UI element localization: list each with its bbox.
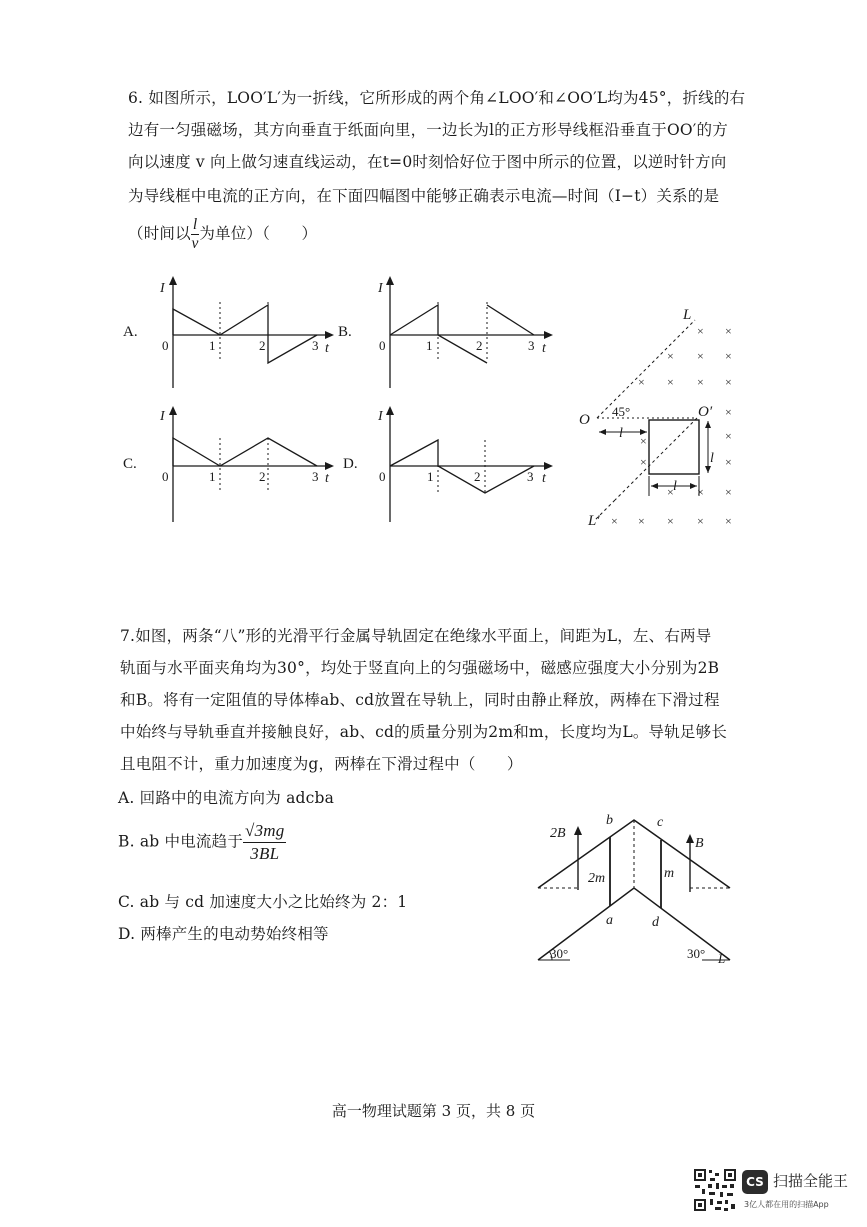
tick-1: 1	[209, 338, 216, 353]
angle-left-label: 30°	[550, 946, 569, 961]
tick-0: 0	[162, 469, 169, 484]
q6-line-5-post: 为单位）（ ）	[199, 224, 318, 243]
camscanner-logo: CS	[742, 1170, 768, 1194]
field-cross-mark: ×	[611, 514, 618, 528]
t-axis-label: t	[325, 471, 329, 486]
field-cross-mark: ×	[640, 434, 647, 448]
q7-line-5: 且电阻不计，重力加速度为g，两棒在下滑过程中（ ）	[120, 755, 523, 773]
q6-line-5	[128, 216, 317, 253]
tick-2: 2	[259, 338, 266, 353]
label-2m: 2m	[588, 871, 606, 886]
field-arrowhead	[574, 826, 582, 835]
tick-3: 3	[528, 338, 535, 353]
field-cross-mark: ×	[667, 349, 674, 363]
q6-line-3: 向以速度 v 向上做匀速直线运动，在t=0时刻恰好位于图中所示的位置，以逆时针方向	[128, 153, 727, 171]
i-axis-arrow	[169, 276, 177, 285]
dimension-arrow	[599, 429, 606, 435]
label-m: m	[664, 866, 675, 881]
current-curve	[390, 305, 487, 363]
field-cross-mark: ×	[725, 429, 732, 443]
field-cross-mark: ×	[638, 375, 645, 389]
field-cross-mark: ×	[725, 375, 732, 389]
angle-right-label: 30°	[687, 946, 706, 961]
qr-code-icon	[693, 1168, 737, 1212]
boundary-line-upper	[597, 320, 695, 418]
label-B: B	[695, 836, 704, 851]
dimension-arrow	[705, 466, 711, 473]
q7-option-b	[118, 820, 286, 865]
dimension-arrow	[651, 483, 658, 489]
field-arrowhead	[686, 834, 694, 843]
fraction-denominator: 3BL	[250, 844, 280, 863]
dimension-arrow	[690, 483, 697, 489]
q6-line-2: 边有一匀强磁场，其方向垂直于纸面向里，一边长为l的正方形导线框沿垂直于OO′的方	[128, 121, 728, 139]
i-axis-label: I	[378, 281, 383, 296]
tick-0: 0	[379, 469, 386, 484]
magnetic-field-marks	[611, 324, 732, 528]
tick-3: 3	[527, 469, 534, 484]
tick-2: 2	[259, 469, 266, 484]
field-cross-mark: ×	[697, 485, 704, 499]
t-axis-arrow	[325, 462, 334, 470]
current-curve	[173, 438, 317, 466]
page-footer: 高一物理试题第 3 页，共 8 页	[331, 1102, 536, 1120]
i-axis-label: I	[160, 409, 165, 424]
side-label-3: l	[673, 479, 677, 494]
q6-line-1: 6. 如图所示，LOO′L′为一折线，它所形成的两个角∠LOO′和∠OO′L均为45°，折线的右	[128, 89, 746, 107]
q7-option-b-text: B. ab 中电流趋于	[118, 832, 244, 851]
t-axis-label: t	[542, 471, 546, 486]
dimension-arrow	[705, 421, 711, 428]
i-axis-label: I	[378, 409, 383, 424]
square-loop	[649, 420, 699, 474]
label-2B: 2B	[550, 826, 566, 841]
i-axis-arrow	[386, 276, 394, 285]
field-figure	[575, 300, 745, 540]
field-cross-mark: ×	[725, 455, 732, 469]
field-cross-mark: ×	[697, 349, 704, 363]
label-L-prime: L′	[588, 513, 600, 529]
camscanner-name: 扫描全能王	[773, 1172, 849, 1190]
graph-b	[335, 270, 565, 395]
t-axis-label: t	[542, 341, 546, 356]
field-cross-mark: ×	[697, 324, 704, 338]
option-label-d: D.	[343, 456, 358, 472]
fraction-numerator: √3mg	[243, 820, 286, 843]
label-b: b	[606, 813, 613, 828]
fraction-numerator: l	[192, 216, 198, 233]
angle-45-label: 45°	[612, 404, 631, 419]
tick-1: 1	[209, 469, 216, 484]
q6-line-5-pre: （时间以	[128, 224, 191, 243]
fraction-denominator: v	[191, 235, 199, 252]
field-cross-mark: ×	[640, 455, 647, 469]
current-fraction	[243, 820, 286, 865]
q7-line-3: 和B。将有一定阻值的导体棒ab、cd放置在导轨上，同时由静止释放，两棒在下滑过程	[120, 691, 720, 709]
label-L: L	[718, 951, 726, 966]
upper-rail	[538, 820, 730, 888]
label-O: O	[579, 412, 590, 428]
label-O-prime: O′	[698, 404, 713, 420]
tick-0: 0	[379, 338, 386, 353]
t-axis-label: t	[325, 341, 329, 356]
field-cross-mark: ×	[697, 514, 704, 528]
field-cross-mark: ×	[725, 324, 732, 338]
label-c: c	[657, 815, 664, 830]
t-axis-arrow	[544, 331, 553, 339]
q7-line-1: 7.如图，两条“八”形的光滑平行金属导轨固定在绝缘水平面上，间距为L，左、右两导	[120, 627, 712, 645]
rail-figure	[530, 810, 745, 970]
option-label-b: B.	[338, 324, 352, 340]
tick-3: 3	[312, 338, 319, 353]
current-curve	[173, 305, 317, 363]
camscanner-tagline: 3亿人都在用的扫描App	[744, 1200, 829, 1209]
field-cross-mark: ×	[725, 514, 732, 528]
option-label-a: A.	[123, 324, 138, 340]
current-curve	[487, 305, 534, 335]
tick-1: 1	[427, 469, 434, 484]
t-axis-arrow	[325, 331, 334, 339]
i-axis-arrow	[386, 406, 394, 415]
tick-1: 1	[426, 338, 433, 353]
side-label-1: l	[619, 426, 623, 441]
tick-0: 0	[162, 338, 169, 353]
label-a: a	[606, 913, 613, 928]
q7-line-2: 轨面与水平面夹角均为30°，均处于竖直向上的匀强磁场中，磁感应强度大小分别为2B	[120, 659, 720, 677]
graph-c	[120, 400, 350, 525]
field-cross-mark: ×	[667, 375, 674, 389]
tick-3: 3	[312, 469, 319, 484]
option-label-c: C.	[123, 456, 137, 472]
field-cross-mark: ×	[667, 514, 674, 528]
graph-a	[120, 270, 350, 395]
label-d: d	[652, 915, 659, 930]
q7-option-d: D. 两棒产生的电动势始终相等	[118, 925, 329, 943]
i-axis-label: I	[160, 281, 165, 296]
q6-line-4: 为导线框中电流的正方向，在下面四幅图中能够正确表示电流—时间（I−t）关系的是	[128, 187, 720, 205]
q7-line-4: 中始终与导轨垂直并接触良好，ab、cd的质量分别为2m和m，长度均为L。导轨足够长	[120, 723, 728, 741]
field-cross-mark: ×	[667, 485, 674, 499]
t-axis-arrow	[544, 462, 553, 470]
field-cross-mark: ×	[725, 349, 732, 363]
field-cross-mark: ×	[638, 514, 645, 528]
q7-option-c: C. ab 与 cd 加速度大小之比始终为 2：1	[118, 893, 408, 911]
field-cross-mark: ×	[697, 375, 704, 389]
field-cross-mark: ×	[725, 485, 732, 499]
label-L: L	[683, 307, 692, 323]
graph-d	[335, 400, 565, 525]
tick-2: 2	[474, 469, 481, 484]
i-axis-arrow	[169, 406, 177, 415]
q7-option-a: A. 回路中的电流方向为 adcba	[118, 789, 335, 807]
tick-2: 2	[476, 338, 483, 353]
side-label-2: l	[710, 451, 714, 466]
field-cross-mark: ×	[725, 405, 732, 419]
